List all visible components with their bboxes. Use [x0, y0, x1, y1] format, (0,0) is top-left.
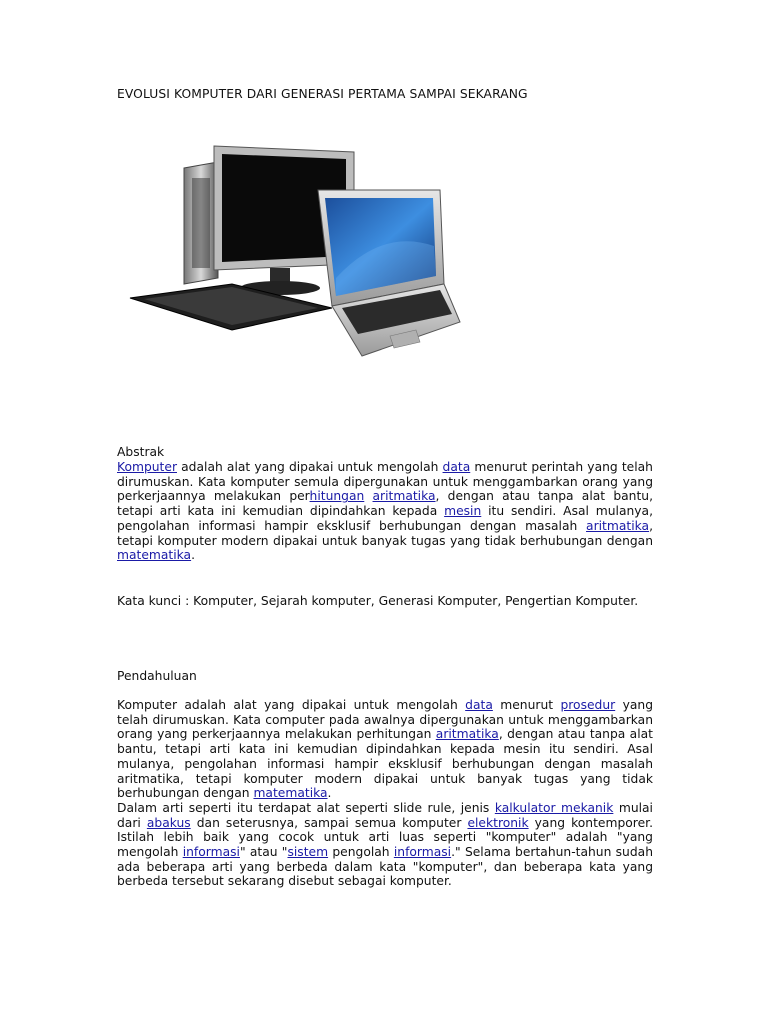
intro-text: Dalam arti seperti itu terdapat alat seperti slide rule, jenis — [117, 800, 495, 815]
abstract-text: , dengan atau tanpa alat bantu, tetapi arti kata ini kemudian dipindahkan kepada — [117, 489, 653, 519]
link-aritmatika[interactable]: aritmatika — [372, 489, 436, 504]
link-informasi[interactable]: informasi — [393, 845, 452, 860]
intro-text: dan seterusnya, sampai semua komputer — [190, 815, 468, 830]
link-sistem[interactable]: sistem — [287, 845, 329, 860]
abstract-heading: Abstrak — [117, 445, 165, 459]
intro-text: . — [327, 786, 332, 801]
link-aritmatika[interactable]: aritmatika — [435, 727, 499, 742]
intro-text: ." Selama bertahun-tahun sudah ada beberapa arti yang berbeda dalam kata "komputer", dan beberapa kata yang berbeda tersebut sekarang disebut sebagai komputer. — [117, 845, 653, 889]
link-informasi[interactable]: informasi — [182, 845, 240, 860]
intro-text: pengolah — [328, 845, 394, 860]
link-matematika[interactable]: matematika — [253, 786, 328, 801]
intro-text: yang telah dirumuskan. Kata computer pada awalnya dipergunakan untuk menggambarkan orang yang perkerjaannya melakukan perhitungan — [117, 698, 653, 742]
desktop-and-laptop-computer-photo — [122, 138, 462, 363]
link-matematika[interactable]: matematika — [117, 548, 192, 563]
intro-text: yang kontemporer. Istilah lebih baik yang cocok untuk arti luas seperti "komputer" adalah "yang mengolah — [117, 815, 653, 860]
abstract-paragraph — [117, 460, 653, 563]
link-kalkulator-mekanik[interactable]: kalkulator mekanik — [494, 800, 614, 815]
abstract-text: , tetapi komputer modern dipakai untuk banyak tugas yang tidak berhubungan dengan — [117, 518, 653, 548]
keywords-text: Kata kunci : Komputer, Sejarah komputer, Generasi Komputer, Pengertian Komputer. — [117, 594, 639, 608]
abstract-text: . — [191, 548, 196, 563]
link-abakus[interactable]: abakus — [146, 815, 191, 830]
link-hitungan[interactable]: hitungan — [309, 489, 365, 504]
intro-paragraph-1 — [117, 698, 653, 889]
intro-text: mulai dari — [117, 800, 653, 830]
link-mesin[interactable]: mesin — [444, 504, 482, 519]
link-komputer[interactable]: Komputer — [117, 460, 177, 474]
abstract-text: adalah alat yang dipakai untuk mengolah — [177, 460, 443, 474]
link-elektronik[interactable]: elektronik — [467, 815, 529, 830]
link-data[interactable]: data — [442, 460, 471, 474]
intro-text: " atau " — [239, 845, 288, 860]
document-title: EVOLUSI KOMPUTER DARI GENERASI PERTAMA SAMPAI SEKARANG — [117, 87, 528, 101]
keywords-paragraph — [117, 594, 653, 609]
link-prosedur[interactable]: prosedur — [560, 698, 616, 712]
abstract-text: menurut perintah yang telah dirumuskan. Kata komputer semula dipergunakan untuk menggambarkan orang yang perkerjaannya melakukan per — [117, 460, 653, 504]
intro-text: menurut — [492, 698, 561, 712]
intro-heading: Pendahuluan — [117, 669, 197, 683]
abstract-text — [364, 489, 372, 503]
intro-text: , dengan atau tanpa alat bantu, tetapi arti kata ini kemudian dipindahkan kepada mesin itu sendiri. Asal mulanya, pengolahan informasi hampir eksklusif berhubungan dengan masalah aritmatika, tetapi komputer modern dipakai untuk banyak tugas yang tidak berhubungan dengan — [117, 727, 653, 801]
abstract-text: itu sendiri. Asal mulanya, pengolahan informasi hampir eksklusif berhubungan dengan masalah — [117, 504, 653, 533]
link-data[interactable]: data — [465, 698, 493, 712]
intro-text: Komputer adalah alat yang dipakai untuk mengolah — [117, 698, 466, 712]
link-aritmatika[interactable]: aritmatika — [586, 518, 650, 533]
